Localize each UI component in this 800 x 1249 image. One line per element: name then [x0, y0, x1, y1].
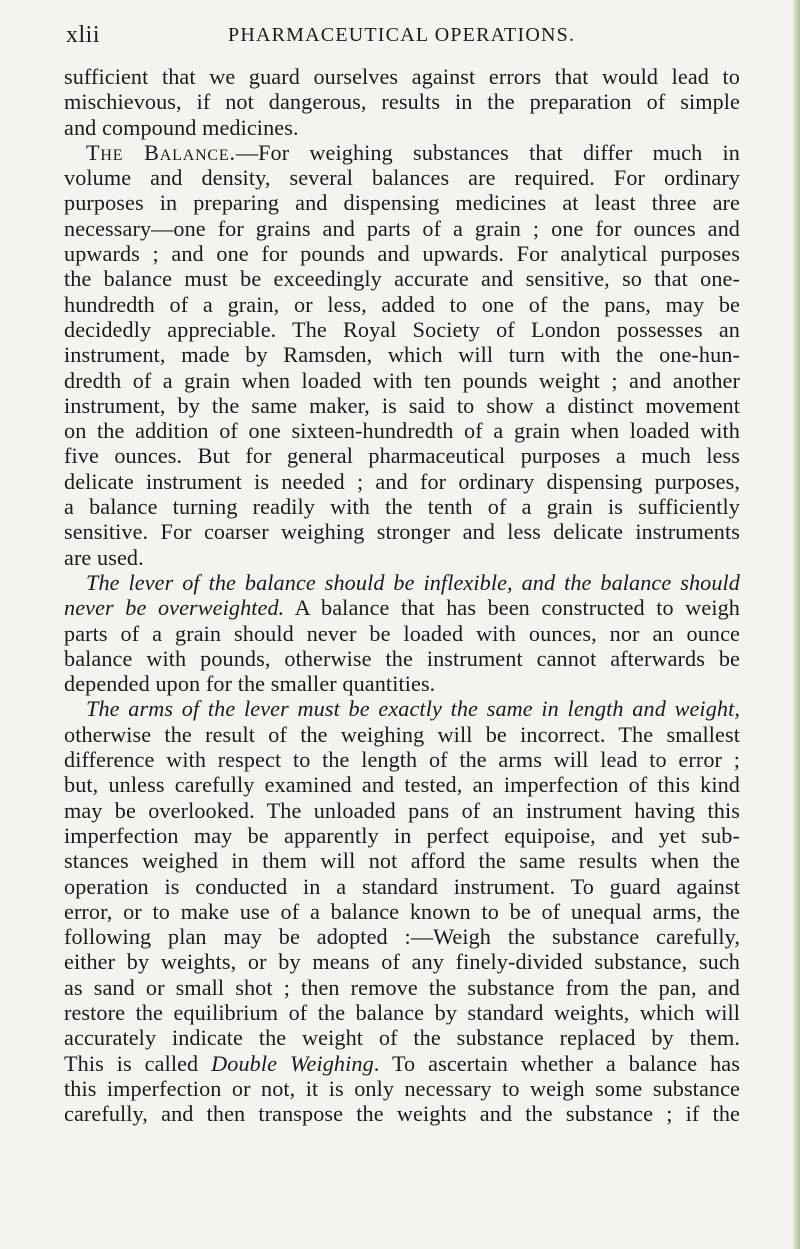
- text-span: depended upon for the smaller quantities.: [64, 671, 436, 697]
- text-line: [64, 798, 740, 823]
- text-line: [64, 115, 740, 140]
- text-line: [64, 190, 740, 215]
- text-line: [64, 393, 740, 418]
- text-span: delicate instrument is needed ; and for ordinary dispensing purposes,: [64, 468, 740, 494]
- text-line: [64, 747, 740, 772]
- text-line: [64, 924, 740, 949]
- text-span: but, unless carefully examined and tested, an imperfection of this kind: [64, 772, 740, 798]
- text-line: [64, 671, 740, 696]
- text-line: [64, 646, 740, 671]
- page-edge-decoration: [792, 0, 800, 1249]
- text-span: a balance turning readily with the tenth of a grain is sufficiently: [64, 494, 740, 520]
- text-span: following plan may be adopted :—Weigh the substance carefully,: [64, 924, 740, 950]
- text-span: instrument, by the same maker, is said to show a distinct movement: [64, 392, 740, 418]
- text-span: restore the equilibrium of the balance by standard weights, which will: [64, 999, 740, 1025]
- text-span: error, or to make use of a balance known to be of unequal arms, the: [64, 898, 740, 924]
- italic-rule: The arms of the lever must be exactly the same in length and weight,: [86, 696, 740, 722]
- text-line: [64, 1076, 740, 1101]
- italic-rule: never be overweighted.: [64, 595, 285, 621]
- text-line: [64, 570, 740, 595]
- text-span: imperfection may be apparently in perfect equipoise, and yet sub-: [64, 822, 740, 848]
- text-line: [64, 949, 740, 974]
- page-header: [66, 22, 746, 50]
- text-line: [64, 519, 740, 544]
- text-line: [64, 899, 740, 924]
- text-line: [64, 443, 740, 468]
- section-heading-balance: The Balance.: [86, 139, 236, 165]
- text-line: [64, 241, 740, 266]
- text-span: dredth of a grain when loaded with ten pounds weight ; and another: [64, 367, 740, 393]
- text-span: on the addition of one sixteen-hundredth of a grain when loaded with: [64, 418, 740, 444]
- text-line: [64, 1000, 740, 1025]
- text-span: parts of a grain should never be loaded with ounces, nor an ounce: [64, 620, 740, 646]
- running-head: PHARMACEUTICAL OPERATIONS.: [228, 24, 576, 46]
- text-line: [64, 216, 740, 241]
- text-span: This is called: [64, 1050, 212, 1076]
- text-span: operation is conducted in a standard instrument. To guard against: [64, 873, 740, 899]
- text-line: [64, 494, 740, 519]
- text-line: [64, 266, 740, 291]
- text-span: instrument, made by Ramsden, which will turn with the one-hun-: [64, 342, 740, 368]
- text-line: [64, 292, 740, 317]
- italic-term: Double Weighing: [211, 1050, 374, 1076]
- text-span: decidedly appreciable. The Royal Society of London possesses an: [64, 316, 740, 342]
- text-span: the balance must be exceedingly accurate and sensitive, so that one-: [64, 266, 740, 292]
- text-line: [64, 64, 740, 89]
- text-line: [64, 469, 740, 494]
- text-line: [64, 368, 740, 393]
- text-span: difference with respect to the length of the arms will lead to error ;: [64, 747, 740, 773]
- page-number: xlii: [66, 22, 101, 48]
- text-span: sufficient that we guard ourselves against errors that would lead to: [64, 64, 740, 89]
- italic-rule: The lever of the balance should be inflexible, and the balance should: [86, 569, 740, 595]
- text-span: stances weighed in them will not afford the same results when the: [64, 848, 740, 874]
- text-span: either by weights, or by means of any finely-divided substance, such: [64, 949, 740, 975]
- text-span: —For weighing substances that differ much in: [235, 139, 740, 165]
- text-line: [64, 140, 740, 165]
- text-line: [64, 823, 740, 848]
- text-line: [64, 1051, 740, 1076]
- text-span: . To ascertain whether a balance has: [373, 1050, 740, 1076]
- text-span: purposes in preparing and dispensing medicines at least three are: [64, 190, 740, 216]
- text-line: [64, 89, 740, 114]
- text-span: this imperfection or not, it is only necessary to weigh some substance: [64, 1075, 740, 1101]
- text-span: upwards ; and one for pounds and upwards. For analytical purposes: [64, 241, 740, 267]
- text-span: are used.: [64, 544, 144, 570]
- text-line: [64, 317, 740, 342]
- text-span: otherwise the result of the weighing will be incorrect. The smallest: [64, 721, 740, 747]
- text-span: may be overlooked. The unloaded pans of an instrument having this: [64, 797, 740, 823]
- text-span: and compound medicines.: [64, 114, 299, 140]
- text-span: hundredth of a grain, or less, added to one of the pans, may be: [64, 291, 740, 317]
- text-span: sensitive. For coarser weighing stronger and less delicate instruments: [64, 519, 740, 545]
- text-line: [64, 1101, 740, 1126]
- text-line: [64, 722, 740, 747]
- text-line: [64, 621, 740, 646]
- text-span: volume and density, several balances are required. For ordinary: [64, 165, 740, 191]
- text-line: [64, 848, 740, 873]
- text-line: [64, 975, 740, 1000]
- text-line: [64, 595, 740, 620]
- text-line: [64, 545, 740, 570]
- text-span: carefully, and then transpose the weights and the substance ; if the: [64, 1101, 740, 1127]
- body-text: [64, 64, 740, 1126]
- text-line: [64, 342, 740, 367]
- text-line: [64, 418, 740, 443]
- text-span: A balance that has been constructed to weigh: [294, 595, 740, 621]
- text-span: accurately indicate the weight of the substance replaced by them.: [64, 1025, 740, 1051]
- text-span: balance with pounds, otherwise the instrument cannot afterwards be: [64, 645, 740, 671]
- text-span: five ounces. But for general pharmaceutical purposes a much less: [64, 443, 740, 469]
- text-line: [64, 874, 740, 899]
- text-span: mischievous, if not dangerous, results in the preparation of simple: [64, 89, 740, 115]
- text-line: [64, 696, 740, 721]
- text-span: necessary—one for grains and parts of a grain ; one for ounces and: [64, 215, 740, 241]
- text-line: [64, 1025, 740, 1050]
- text-line: [64, 772, 740, 797]
- text-span: as sand or small shot ; then remove the substance from the pan, and: [64, 974, 740, 1000]
- text-line: [64, 165, 740, 190]
